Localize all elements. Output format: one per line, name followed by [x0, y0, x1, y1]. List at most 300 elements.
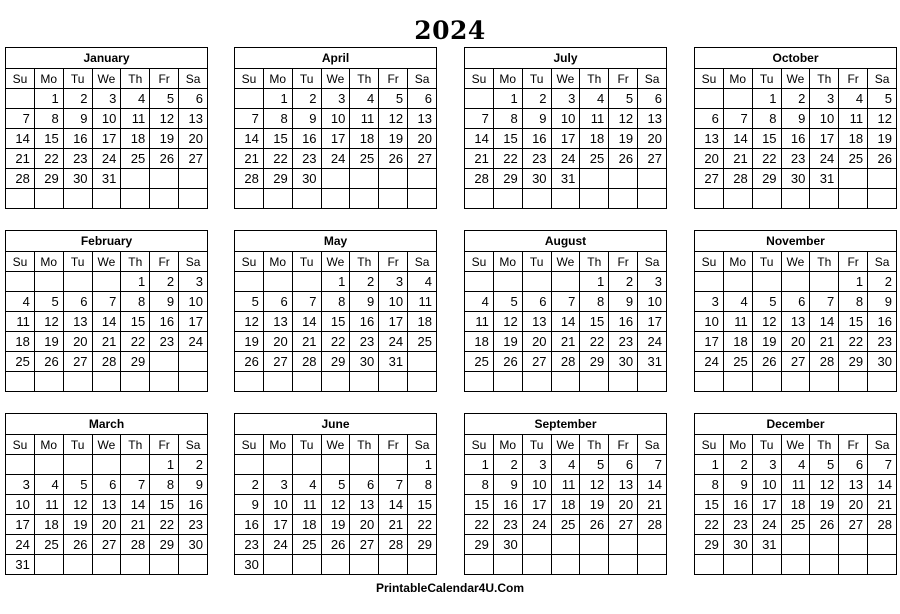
empty-cell — [321, 555, 350, 575]
day-cell: 14 — [551, 312, 580, 332]
day-cell: 17 — [179, 312, 208, 332]
day-cell: 19 — [63, 515, 92, 535]
day-cell: 14 — [92, 312, 121, 332]
empty-cell — [235, 89, 264, 109]
day-cell: 8 — [695, 475, 724, 495]
empty-cell — [350, 455, 379, 475]
empty-cell — [350, 189, 379, 209]
weekday-label: Sa — [868, 69, 897, 89]
day-cell: 7 — [810, 292, 839, 312]
weekday-label: Sa — [408, 435, 437, 455]
day-cell: 5 — [493, 292, 522, 312]
day-cell: 1 — [752, 89, 781, 109]
day-cell: 17 — [263, 515, 292, 535]
weekday-label: We — [92, 69, 121, 89]
weekday-label: Fr — [150, 252, 179, 272]
day-cell: 9 — [522, 109, 551, 129]
empty-cell — [6, 272, 35, 292]
day-cell: 7 — [638, 455, 667, 475]
month-february — [5, 230, 208, 392]
weekday-label: Su — [6, 435, 35, 455]
day-cell: 7 — [292, 292, 321, 312]
weekday-label: Th — [121, 435, 150, 455]
month-november — [694, 230, 897, 392]
empty-cell — [868, 372, 897, 392]
day-cell: 6 — [638, 89, 667, 109]
day-cell: 4 — [6, 292, 35, 312]
day-cell: 12 — [321, 495, 350, 515]
day-cell: 21 — [810, 332, 839, 352]
day-cell: 29 — [465, 535, 494, 555]
day-cell: 11 — [839, 109, 868, 129]
day-cell: 12 — [34, 312, 63, 332]
empty-cell — [580, 555, 609, 575]
day-cell: 10 — [179, 292, 208, 312]
day-cell: 19 — [493, 332, 522, 352]
weekday-label: Su — [6, 69, 35, 89]
day-cell: 15 — [465, 495, 494, 515]
empty-cell — [92, 272, 121, 292]
day-cell: 2 — [522, 89, 551, 109]
day-cell: 17 — [379, 312, 408, 332]
weekday-label: Tu — [752, 435, 781, 455]
empty-cell — [551, 272, 580, 292]
weekday-label: Mo — [263, 252, 292, 272]
day-cell: 23 — [868, 332, 897, 352]
day-cell: 17 — [752, 495, 781, 515]
day-cell: 9 — [723, 475, 752, 495]
day-cell: 16 — [723, 495, 752, 515]
month-name: August — [465, 231, 667, 252]
empty-cell — [810, 272, 839, 292]
day-cell: 13 — [63, 312, 92, 332]
day-cell: 8 — [465, 475, 494, 495]
empty-cell — [580, 535, 609, 555]
empty-cell — [350, 372, 379, 392]
day-cell: 22 — [263, 149, 292, 169]
day-cell: 18 — [839, 129, 868, 149]
day-cell: 9 — [150, 292, 179, 312]
day-cell: 10 — [810, 109, 839, 129]
day-cell: 30 — [609, 352, 638, 372]
day-cell: 24 — [179, 332, 208, 352]
day-cell: 19 — [580, 495, 609, 515]
weekday-label: Th — [580, 252, 609, 272]
empty-cell — [868, 169, 897, 189]
day-cell: 23 — [493, 515, 522, 535]
day-cell: 22 — [752, 149, 781, 169]
day-cell: 18 — [580, 129, 609, 149]
day-cell: 29 — [695, 535, 724, 555]
weekday-label: Fr — [150, 69, 179, 89]
day-cell: 1 — [465, 455, 494, 475]
empty-cell — [263, 372, 292, 392]
day-cell: 26 — [810, 515, 839, 535]
day-cell: 4 — [121, 89, 150, 109]
day-cell: 7 — [723, 109, 752, 129]
day-cell: 8 — [34, 109, 63, 129]
day-cell: 16 — [493, 495, 522, 515]
day-cell: 26 — [235, 352, 264, 372]
day-cell: 27 — [263, 352, 292, 372]
day-cell: 19 — [34, 332, 63, 352]
day-cell: 27 — [408, 149, 437, 169]
empty-cell — [321, 169, 350, 189]
day-cell: 17 — [695, 332, 724, 352]
day-cell: 20 — [350, 515, 379, 535]
day-cell: 23 — [723, 515, 752, 535]
weekday-label: Sa — [638, 435, 667, 455]
weekday-label: Sa — [179, 69, 208, 89]
weekday-label: Mo — [723, 252, 752, 272]
day-cell: 23 — [63, 149, 92, 169]
empty-cell — [34, 555, 63, 575]
day-cell: 21 — [551, 332, 580, 352]
weekday-label: Fr — [379, 435, 408, 455]
day-cell: 1 — [34, 89, 63, 109]
day-cell: 11 — [6, 312, 35, 332]
month-name: January — [6, 48, 208, 69]
day-cell: 23 — [235, 535, 264, 555]
weekday-label: Su — [695, 435, 724, 455]
empty-cell — [150, 189, 179, 209]
day-cell: 30 — [179, 535, 208, 555]
day-cell: 5 — [810, 455, 839, 475]
day-cell: 4 — [350, 89, 379, 109]
empty-cell — [723, 372, 752, 392]
empty-cell — [150, 372, 179, 392]
day-cell: 18 — [781, 495, 810, 515]
weekday-label: Mo — [263, 435, 292, 455]
day-cell: 13 — [92, 495, 121, 515]
day-cell: 8 — [121, 292, 150, 312]
empty-cell — [493, 555, 522, 575]
day-cell: 9 — [493, 475, 522, 495]
weekday-label: Su — [465, 252, 494, 272]
day-cell: 28 — [6, 169, 35, 189]
day-cell: 31 — [379, 352, 408, 372]
empty-cell — [752, 272, 781, 292]
empty-cell — [522, 535, 551, 555]
day-cell: 30 — [868, 352, 897, 372]
weekday-label: We — [92, 252, 121, 272]
day-cell: 3 — [638, 272, 667, 292]
day-cell: 21 — [868, 495, 897, 515]
day-cell: 15 — [839, 312, 868, 332]
day-cell: 26 — [379, 149, 408, 169]
weekday-label: Th — [580, 69, 609, 89]
day-cell: 3 — [810, 89, 839, 109]
day-cell: 12 — [752, 312, 781, 332]
day-cell: 29 — [493, 169, 522, 189]
empty-cell — [781, 372, 810, 392]
month-july — [464, 47, 667, 209]
empty-cell — [34, 455, 63, 475]
day-cell: 25 — [6, 352, 35, 372]
day-cell: 8 — [321, 292, 350, 312]
day-cell: 25 — [121, 149, 150, 169]
day-cell: 16 — [179, 495, 208, 515]
day-cell: 22 — [465, 515, 494, 535]
day-cell: 24 — [92, 149, 121, 169]
weekday-label: Su — [465, 69, 494, 89]
day-cell: 21 — [723, 149, 752, 169]
empty-cell — [695, 272, 724, 292]
day-cell: 20 — [263, 332, 292, 352]
empty-cell — [609, 535, 638, 555]
day-cell: 25 — [580, 149, 609, 169]
weekday-label: Tu — [63, 69, 92, 89]
month-september — [464, 413, 667, 575]
day-cell: 13 — [350, 495, 379, 515]
empty-cell — [465, 189, 494, 209]
empty-cell — [63, 455, 92, 475]
day-cell: 10 — [6, 495, 35, 515]
day-cell: 21 — [121, 515, 150, 535]
weekday-label: Th — [350, 435, 379, 455]
day-cell: 20 — [522, 332, 551, 352]
empty-cell — [263, 272, 292, 292]
day-cell: 19 — [321, 515, 350, 535]
day-cell: 29 — [263, 169, 292, 189]
empty-cell — [522, 555, 551, 575]
day-cell: 3 — [321, 89, 350, 109]
day-cell: 11 — [723, 312, 752, 332]
empty-cell — [292, 272, 321, 292]
empty-cell — [638, 555, 667, 575]
day-cell: 15 — [263, 129, 292, 149]
day-cell: 23 — [609, 332, 638, 352]
empty-cell — [121, 372, 150, 392]
day-cell: 22 — [839, 332, 868, 352]
day-cell: 15 — [150, 495, 179, 515]
day-cell: 9 — [235, 495, 264, 515]
day-cell: 19 — [868, 129, 897, 149]
day-cell: 6 — [263, 292, 292, 312]
day-cell: 10 — [551, 109, 580, 129]
day-cell: 21 — [379, 515, 408, 535]
day-cell: 3 — [6, 475, 35, 495]
day-cell: 22 — [695, 515, 724, 535]
day-cell: 28 — [868, 515, 897, 535]
empty-cell — [63, 272, 92, 292]
day-cell: 25 — [781, 515, 810, 535]
day-cell: 10 — [695, 312, 724, 332]
day-cell: 4 — [839, 89, 868, 109]
day-cell: 26 — [580, 515, 609, 535]
empty-cell — [609, 372, 638, 392]
empty-cell — [810, 189, 839, 209]
weekday-label: Mo — [723, 435, 752, 455]
empty-cell — [723, 189, 752, 209]
empty-cell — [839, 372, 868, 392]
empty-cell — [63, 372, 92, 392]
day-cell: 26 — [752, 352, 781, 372]
empty-cell — [551, 189, 580, 209]
day-cell: 18 — [723, 332, 752, 352]
empty-cell — [150, 169, 179, 189]
day-cell: 27 — [638, 149, 667, 169]
empty-cell — [179, 555, 208, 575]
day-cell: 30 — [235, 555, 264, 575]
day-cell: 26 — [150, 149, 179, 169]
day-cell: 27 — [92, 535, 121, 555]
day-cell: 21 — [235, 149, 264, 169]
weekday-label: Mo — [263, 69, 292, 89]
day-cell: 6 — [63, 292, 92, 312]
day-cell: 6 — [839, 455, 868, 475]
weekday-label: Tu — [522, 69, 551, 89]
weekday-label: We — [321, 435, 350, 455]
empty-cell — [580, 169, 609, 189]
footer-site-name: PrintableCalendar4U.Com — [375, 581, 525, 595]
month-april — [234, 47, 437, 209]
day-cell: 9 — [63, 109, 92, 129]
day-cell: 21 — [6, 149, 35, 169]
day-cell: 26 — [868, 149, 897, 169]
day-cell: 6 — [92, 475, 121, 495]
day-cell: 14 — [235, 129, 264, 149]
day-cell: 16 — [781, 129, 810, 149]
weekday-label: Mo — [34, 252, 63, 272]
day-cell: 15 — [493, 129, 522, 149]
day-cell: 1 — [150, 455, 179, 475]
day-cell: 3 — [92, 89, 121, 109]
empty-cell — [810, 555, 839, 575]
day-cell: 13 — [638, 109, 667, 129]
day-cell: 28 — [810, 352, 839, 372]
empty-cell — [6, 372, 35, 392]
day-cell: 15 — [695, 495, 724, 515]
empty-cell — [321, 372, 350, 392]
empty-cell — [638, 535, 667, 555]
day-cell: 10 — [638, 292, 667, 312]
day-cell: 29 — [839, 352, 868, 372]
day-cell: 30 — [292, 169, 321, 189]
day-cell: 8 — [408, 475, 437, 495]
day-cell: 16 — [609, 312, 638, 332]
day-cell: 21 — [465, 149, 494, 169]
day-cell: 20 — [179, 129, 208, 149]
weekday-label: Fr — [379, 69, 408, 89]
day-cell: 30 — [493, 535, 522, 555]
empty-cell — [235, 272, 264, 292]
month-name: February — [6, 231, 208, 252]
empty-cell — [292, 555, 321, 575]
day-cell: 16 — [522, 129, 551, 149]
day-cell: 18 — [408, 312, 437, 332]
day-cell: 12 — [150, 109, 179, 129]
empty-cell — [551, 372, 580, 392]
day-cell: 17 — [92, 129, 121, 149]
day-cell: 5 — [609, 89, 638, 109]
day-cell: 18 — [6, 332, 35, 352]
day-cell: 21 — [638, 495, 667, 515]
weekday-label: Th — [350, 69, 379, 89]
weekday-label: Th — [580, 435, 609, 455]
day-cell: 28 — [638, 515, 667, 535]
day-cell: 9 — [350, 292, 379, 312]
day-cell: 21 — [292, 332, 321, 352]
day-cell: 7 — [121, 475, 150, 495]
empty-cell — [179, 189, 208, 209]
day-cell: 1 — [839, 272, 868, 292]
day-cell: 17 — [6, 515, 35, 535]
day-cell: 4 — [408, 272, 437, 292]
day-cell: 27 — [839, 515, 868, 535]
day-cell: 25 — [839, 149, 868, 169]
day-cell: 5 — [580, 455, 609, 475]
weekday-label: Tu — [292, 435, 321, 455]
day-cell: 5 — [379, 89, 408, 109]
day-cell: 2 — [723, 455, 752, 475]
day-cell: 20 — [92, 515, 121, 535]
day-cell: 15 — [752, 129, 781, 149]
day-cell: 9 — [292, 109, 321, 129]
day-cell: 1 — [580, 272, 609, 292]
day-cell: 7 — [465, 109, 494, 129]
day-cell: 30 — [522, 169, 551, 189]
month-may — [234, 230, 437, 392]
day-cell: 16 — [868, 312, 897, 332]
day-cell: 7 — [6, 109, 35, 129]
day-cell: 5 — [868, 89, 897, 109]
day-cell: 25 — [551, 515, 580, 535]
weekday-label: Sa — [868, 252, 897, 272]
day-cell: 24 — [810, 149, 839, 169]
day-cell: 7 — [379, 475, 408, 495]
day-cell: 18 — [551, 495, 580, 515]
weekday-label: Fr — [839, 69, 868, 89]
day-cell: 26 — [63, 535, 92, 555]
day-cell: 27 — [522, 352, 551, 372]
day-cell: 25 — [34, 535, 63, 555]
day-cell: 26 — [493, 352, 522, 372]
day-cell: 14 — [638, 475, 667, 495]
weekday-label: Mo — [723, 69, 752, 89]
empty-cell — [150, 555, 179, 575]
day-cell: 6 — [609, 455, 638, 475]
weekday-label: Th — [121, 252, 150, 272]
day-cell: 23 — [150, 332, 179, 352]
empty-cell — [580, 372, 609, 392]
empty-cell — [781, 189, 810, 209]
weekday-label: Su — [695, 252, 724, 272]
day-cell: 20 — [408, 129, 437, 149]
day-cell: 19 — [810, 495, 839, 515]
day-cell: 6 — [695, 109, 724, 129]
weekday-label: Su — [6, 252, 35, 272]
day-cell: 22 — [321, 332, 350, 352]
day-cell: 21 — [92, 332, 121, 352]
day-cell: 4 — [465, 292, 494, 312]
weekday-label: Tu — [292, 69, 321, 89]
empty-cell — [179, 169, 208, 189]
day-cell: 12 — [609, 109, 638, 129]
empty-cell — [292, 455, 321, 475]
empty-cell — [379, 555, 408, 575]
weekday-label: Sa — [179, 252, 208, 272]
day-cell: 22 — [34, 149, 63, 169]
day-cell: 29 — [34, 169, 63, 189]
day-cell: 12 — [810, 475, 839, 495]
day-cell: 11 — [34, 495, 63, 515]
month-march — [5, 413, 208, 575]
day-cell: 19 — [150, 129, 179, 149]
day-cell: 13 — [781, 312, 810, 332]
day-cell: 24 — [695, 352, 724, 372]
day-cell: 11 — [551, 475, 580, 495]
